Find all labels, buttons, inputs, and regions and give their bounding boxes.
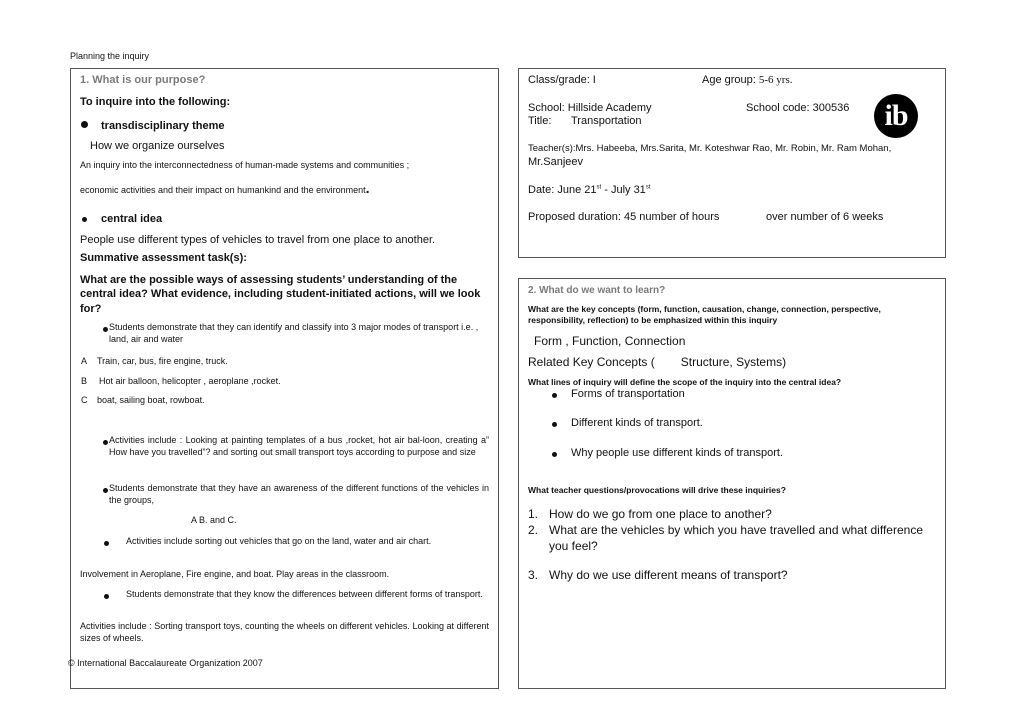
question-number: 1.: [528, 507, 539, 521]
theme-description-1: An inquiry into the interconnectedness of human-made systems and communities ;: [80, 160, 410, 170]
bullet-icon: [81, 121, 88, 128]
bullet-icon: [103, 440, 108, 445]
theme-description-2: economic activities and their impact on humankind and the environment.: [80, 180, 370, 196]
purpose-heading: 1. What is our purpose?: [80, 74, 206, 86]
bullet-icon: [103, 327, 108, 332]
bullet-icon: [103, 488, 108, 493]
age-group: Age group: 5-6 yrs.: [702, 74, 793, 86]
summative-question: What are the possible ways of assessing students’ understanding of the central idea? What evidence, including student-initiated actions, will we look for?: [80, 274, 481, 315]
activities-3: Activities include : Sorting transport toys, counting the wheels on different vehicles. Looking at different sizes of wheels.: [80, 621, 489, 643]
lines-of-inquiry-question: What lines of inquiry will define the scope of the inquiry into the central idea?: [528, 377, 842, 387]
line-of-inquiry: Different kinds of transport.: [571, 417, 703, 429]
teacher-questions-label: What teacher questions/provocations will drive these inquiries?: [528, 485, 786, 495]
key-concepts-question: What are the key concepts (form, function, causation, change, connection, perspective, responsibility, reflection) to be emphasized within this inquiry: [528, 304, 881, 326]
unit-title-label: Title:: [528, 115, 552, 127]
demonstration-1: Students demonstrate that they can identify and classify into 3 major modes of transport i.e. , land, air and water: [109, 322, 479, 344]
bullet-icon: [552, 452, 557, 457]
school-code: School code: 300536: [746, 102, 850, 114]
ib-logo-icon: ib: [874, 94, 918, 138]
list-letter-c: C: [81, 395, 88, 405]
list-letter-a: A: [81, 356, 88, 366]
bullet-icon: [82, 217, 87, 222]
bullet-icon: [552, 422, 557, 427]
school-name: School: Hillside Academy: [528, 102, 652, 114]
summative-label: Summative assessment task(s):: [80, 252, 247, 264]
list-item-a: Train, car, bus, fire engine, truck.: [97, 356, 228, 366]
teacher-question: What are the vehicles by which you have travelled and what difference you feel?: [549, 523, 923, 553]
theme-value: How we organize ourselves: [90, 140, 225, 152]
activities-1: Activities include : Looking at painting templates of a bus ,rocket, hot air bal-loon, creating a” How have you travelled”? and sorting out small transport toys according to purpose and size: [109, 435, 489, 457]
list-letter-b: B: [81, 376, 88, 386]
theme-label: transdisciplinary theme: [101, 120, 225, 132]
teachers: Teacher(s):Mrs. Habeeba, Mrs.Sarita, Mr. Koteshwar Rao, Mr. Robin, Mr. Ram Mohan, Mr.Sanjeev: [528, 143, 892, 169]
bullet-icon: [104, 594, 109, 599]
teacher-question: How do we go from one place to another?: [549, 507, 772, 521]
activities-2: Activities include sorting out vehicles that go on the land, water and air chart.: [126, 536, 432, 546]
involvement: Involvement in Aeroplane, Fire engine, and boat. Play areas in the classroom.: [80, 569, 390, 579]
groups-abc: A B. and C.: [191, 515, 237, 525]
inquire-label: To inquire into the following:: [80, 96, 231, 108]
key-concepts: Form , Function, Connection: [534, 334, 686, 348]
proposed-duration: Proposed duration: 45 number of hours: [528, 211, 720, 223]
class-grade: Class/grade: I: [528, 74, 596, 86]
duration-weeks: over number of 6 weeks: [766, 211, 884, 223]
copyright: © International Baccalaureate Organization 2007: [68, 658, 263, 668]
line-of-inquiry: Forms of transportation: [571, 388, 685, 400]
bullet-icon: [104, 541, 109, 546]
related-concepts: Related Key Concepts ( Structure, Systems): [528, 355, 787, 369]
demonstration-3: Students demonstrate that they know the differences between different forms of transport.: [126, 589, 483, 599]
central-idea: People use different types of vehicles to travel from one place to another.: [80, 234, 436, 246]
date-range: Date: June 21st - July 31st: [528, 184, 651, 196]
line-of-inquiry: Why people use different kinds of transport.: [571, 447, 783, 459]
central-idea-label: central idea: [101, 213, 163, 225]
page-header: Planning the inquiry: [70, 51, 150, 61]
bullet-icon: [552, 393, 557, 398]
question-number: 2.: [528, 523, 539, 537]
demonstration-2: Students demonstrate that they have an awareness of the different functions of the vehicles in the groups,: [109, 483, 489, 505]
unit-title: Transportation: [571, 115, 642, 127]
list-item-b: Hot air balloon, helicopter , aeroplane ,rocket.: [99, 376, 281, 386]
learn-heading: 2. What do we want to learn?: [528, 285, 666, 296]
teacher-question: Why do we use different means of transport?: [549, 568, 788, 582]
list-item-c: boat, sailing boat, rowboat.: [97, 395, 205, 405]
question-number: 3.: [528, 568, 539, 582]
